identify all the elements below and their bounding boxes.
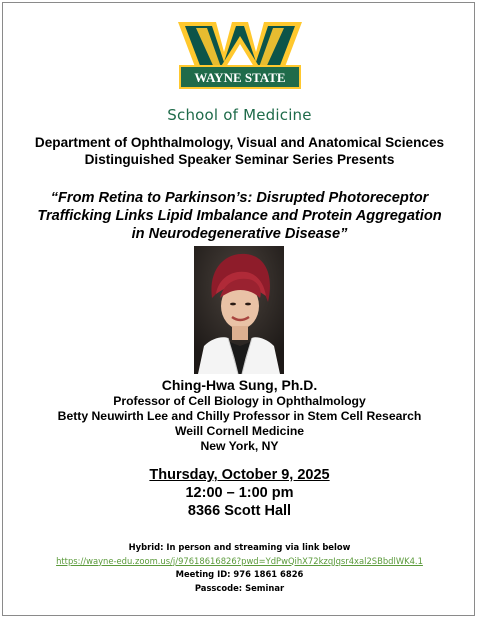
speaker-title-2: Betty Neuwirth Lee and Chilly Professor in Stem Cell Research: [57, 409, 422, 423]
passcode: Passcode: Seminar: [194, 582, 285, 593]
series-line: Distinguished Speaker Seminar Series Presents: [84, 152, 395, 167]
speaker-portrait: [194, 246, 284, 374]
wayne-state-logo: [176, 18, 304, 100]
school-name: School of Medicine: [167, 106, 312, 124]
talk-title-line-3: in Neurodegenerative Disease”: [131, 226, 348, 242]
talk-title-line-2: Trafficking Links Lipid Imbalance and Protein Aggregation: [37, 208, 442, 224]
talk-title-line-1: “From Retina to Parkinson’s: Disrupted Photoreceptor: [50, 190, 429, 206]
speaker-name: Ching-Hwa Sung, Ph.D.: [161, 377, 318, 393]
speaker-institution: Weill Cornell Medicine: [174, 424, 305, 438]
event-venue: 8366 Scott Hall: [187, 503, 292, 519]
speaker-block: [0, 377, 479, 454]
department-line: Department of Ophthalmology, Visual and Anatomical Sciences: [34, 135, 445, 150]
zoom-link[interactable]: https://wayne-edu.zoom.us/j/97618616826?pwd=YdPwQihX72kzqJqsr4xal2SBbdlWK4.1: [56, 555, 423, 566]
speaker-location: New York, NY: [200, 439, 279, 453]
event-details: [0, 466, 479, 520]
event-date: Thursday, October 9, 2025: [149, 467, 330, 483]
event-time: 12:00 – 1:00 pm: [185, 485, 294, 501]
logo-wordmark: WAYNE STATE: [194, 70, 286, 85]
speaker-photo: [194, 246, 284, 374]
hybrid-note: Hybrid: In person and streaming via link below: [128, 542, 351, 552]
footer-block: [0, 541, 479, 595]
department-block: [0, 134, 479, 168]
meeting-id: Meeting ID: 976 1861 6826: [175, 569, 304, 579]
speaker-title-1: Professor of Cell Biology in Ophthalmology: [113, 394, 366, 408]
talk-title: [0, 189, 479, 243]
